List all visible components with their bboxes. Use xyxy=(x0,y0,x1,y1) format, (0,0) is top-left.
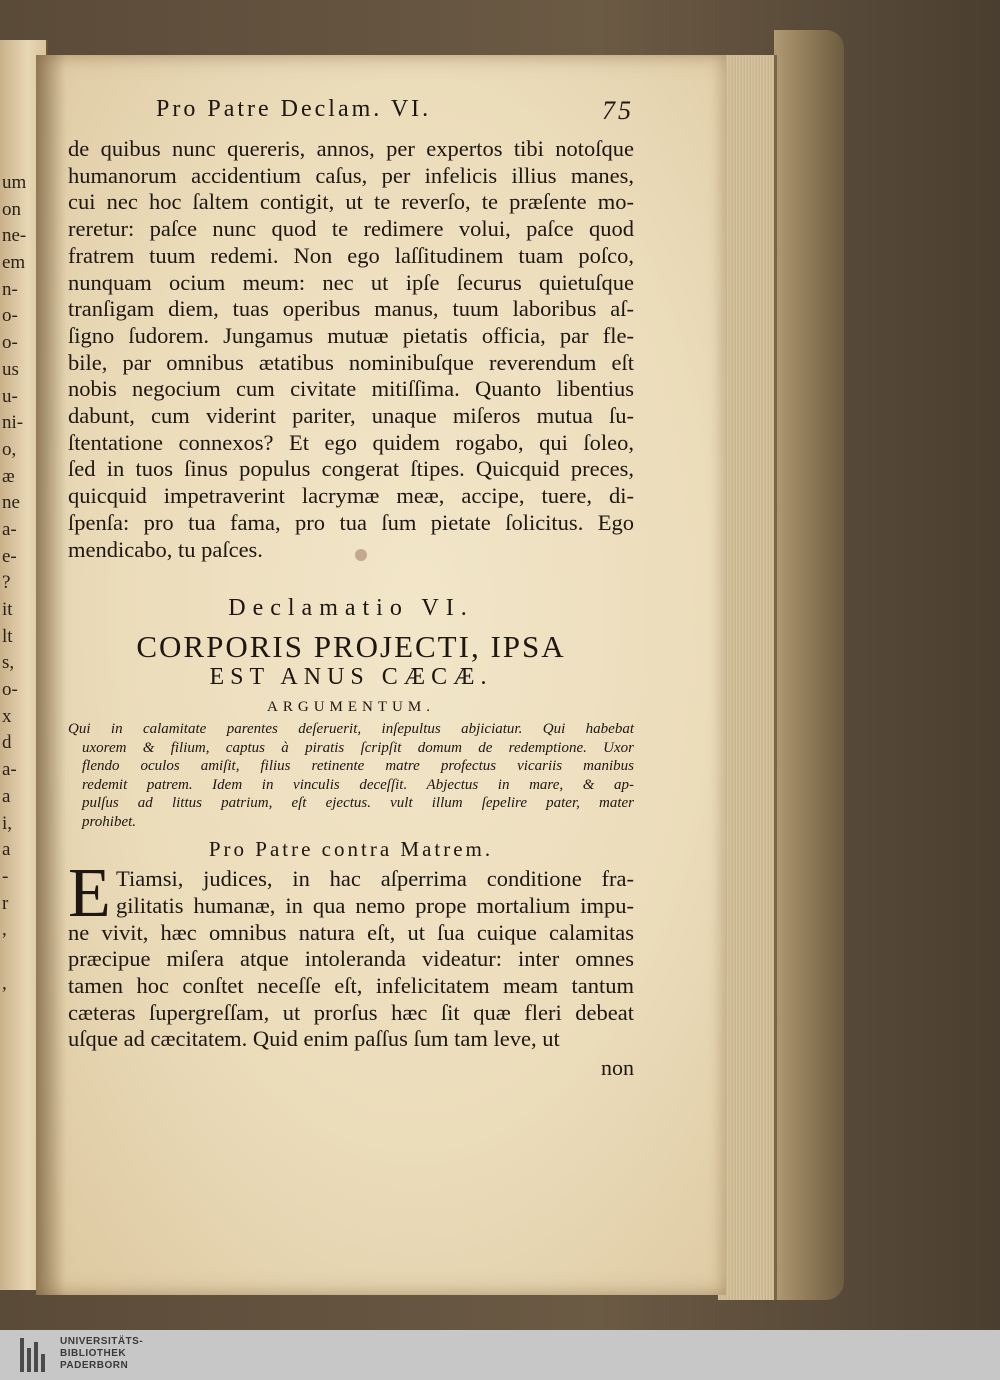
margin-fragment: s, xyxy=(2,652,15,674)
margin-fragment: ? xyxy=(2,572,11,594)
text-line: uſque ad cæcitatem. Quid enim paſſus ſum tam leve, ut xyxy=(68,1026,560,1052)
argument-line: uxorem & filium, captus à piratis ſcripſit domum de redemptione. Uxor xyxy=(82,739,634,756)
text-line: cæteras ſupergreſſam, ut prorſus hæc ſit quæ fleri debeat xyxy=(68,999,634,1025)
margin-fragment: ni- xyxy=(2,412,24,434)
margin-fragment: a xyxy=(2,839,11,861)
text-line: bile, par omnibus ætatibus nominibuſque reverendum eſt xyxy=(68,349,634,375)
catchword: non xyxy=(601,1055,634,1081)
logo-line1: UNIVERSITÄTS- xyxy=(60,1336,144,1347)
argument-line: flendo oculos amiſit, filius retinente matre profectus vicariis manibus xyxy=(82,758,634,775)
text-line: ne vivit, hæc omnibus natura eſt, ut ſua cuique calamitas xyxy=(68,919,634,945)
text-line: nunquam ocium meum: nec ut ipſe ſecurus quietuſque xyxy=(68,269,634,295)
body-text-top xyxy=(68,136,634,563)
margin-fragment: o- xyxy=(2,305,18,327)
text-line: ſpenſa: pro tua fama, pro tua ſum pietate ſolicitus. Ego xyxy=(68,509,634,535)
footer-bar xyxy=(0,1330,1000,1380)
text-line: gilitatis humanæ, in qua nemo prope mortalium impu- xyxy=(116,892,634,918)
argument-line: redemit patrem. Idem in vinculis deceſſit. Abjectus in mare, & ap- xyxy=(82,776,634,793)
margin-fragment: d xyxy=(2,732,12,754)
text-line: mendicabo, tu paſces. xyxy=(68,536,263,562)
ink-blot xyxy=(355,549,367,561)
text-line: cui nec hoc ſaltem contigit, ut te reverſo, te præſente mo- xyxy=(68,189,634,215)
margin-fragment: o- xyxy=(2,332,18,354)
declamatio-heading: Declamatio VI. xyxy=(228,595,474,622)
argument-line: prohibet. xyxy=(82,813,137,830)
library-logo-icon xyxy=(20,1338,50,1372)
text-line: ſigno ſudorem. Jungamus mutuæ pietatis officia, par fle- xyxy=(68,322,634,348)
margin-fragment: o- xyxy=(2,679,18,701)
page-content xyxy=(68,96,634,1081)
page-number: 75 xyxy=(602,96,634,125)
margin-fragment: us xyxy=(2,358,19,380)
margin-fragment: a xyxy=(2,785,11,807)
argument-line: Qui in calamitate parentes deſeruerit, inſepultus abjiciatur. Qui habebat xyxy=(68,721,634,738)
text-line: reretur: paſce nunc quod te redimere volui, paſce quod xyxy=(68,216,634,242)
margin-fragment: n- xyxy=(2,278,18,300)
margin-fragment: um xyxy=(2,172,27,193)
margin-fragment: ne xyxy=(2,492,20,514)
margin-fragment: ne- xyxy=(2,225,27,247)
margin-fragment: æ xyxy=(2,465,15,487)
book-cover xyxy=(774,30,844,1300)
gutter-shadow xyxy=(36,55,66,1295)
declamation-title-line2: EST ANUS CÆCÆ. xyxy=(209,664,493,691)
page-fore-edge xyxy=(718,55,777,1300)
logo-line2: BIBLIOTHEK xyxy=(60,1348,127,1359)
declamation-title-line1: CORPORIS PROJECTI, IPSA xyxy=(136,629,566,665)
margin-fragment: u- xyxy=(2,385,18,407)
subheading: Pro Patre contra Matrem. xyxy=(208,837,494,862)
margin-fragment: - xyxy=(2,865,9,887)
margin-fragment: , xyxy=(2,972,7,994)
text-line: ſed in tuos ſinus populus congerat ſtipes. Quicquid preces, xyxy=(68,456,634,482)
margin-fragment: x xyxy=(2,705,12,727)
argumentum-heading: ARGUMENTUM. xyxy=(267,699,435,716)
margin-fragment: e- xyxy=(2,545,17,567)
text-line: præcipue miſera atque intoleranda videatur: inter omnes xyxy=(68,946,634,972)
text-line: de quibus nunc quereris, annos, per expertos tibi notoſque xyxy=(68,136,634,161)
running-head xyxy=(68,96,634,136)
drop-cap: E xyxy=(68,855,111,933)
body-text-bottom xyxy=(68,920,634,1054)
margin-fragment: on xyxy=(2,198,21,220)
text-line: humanorum accidentium caſus, per infelicis illius manes, xyxy=(68,162,634,188)
margin-fragment: r xyxy=(2,892,9,914)
text-line: quicquid impetraverint lacrymæ meæ, accipe, tuere, di- xyxy=(68,483,634,509)
running-head-title: Pro Patre Declam. VI. xyxy=(156,96,432,122)
text-line: fratrem tuum redemi. Non ego laſſitudinem tuam poſco, xyxy=(68,242,634,268)
margin-fragment: a- xyxy=(2,759,17,781)
margin-fragment: a- xyxy=(2,518,17,540)
text-line: tamen hoc conſtet neceſſe eſt, infelicitatem meam tantum xyxy=(68,973,634,999)
text-line: nobis negocium cum civitate mitiſſima. Quanto libentius xyxy=(68,376,634,402)
library-logo-text xyxy=(60,1336,143,1372)
text-line: tranſigam diem, tuas operibus manus, tuum laboribus aſ- xyxy=(68,296,634,322)
margin-fragment: lt xyxy=(2,625,13,647)
margin-fragment: , xyxy=(2,919,7,941)
margin-fragment: i, xyxy=(2,812,13,834)
margin-fragment: em xyxy=(2,252,26,274)
text-line: Tiamsi, judices, in hac aſperrima conditione fra- xyxy=(116,866,634,892)
argumentum-text xyxy=(68,720,634,831)
text-line: ſtentatione connexos? Et ego quidem rogabo, qui ſoleo, xyxy=(68,429,634,455)
text-line: dabunt, cum viderint pariter, unaque miſeros mutua ſu- xyxy=(68,403,634,429)
margin-fragment: it xyxy=(2,599,13,620)
logo-line3: PADERBORN xyxy=(60,1360,129,1371)
argument-line: pulſus ad littus patrium, eſt ejectus. vult illum ſepelire pater, mater xyxy=(82,795,634,812)
margin-fragment: o, xyxy=(2,438,17,460)
